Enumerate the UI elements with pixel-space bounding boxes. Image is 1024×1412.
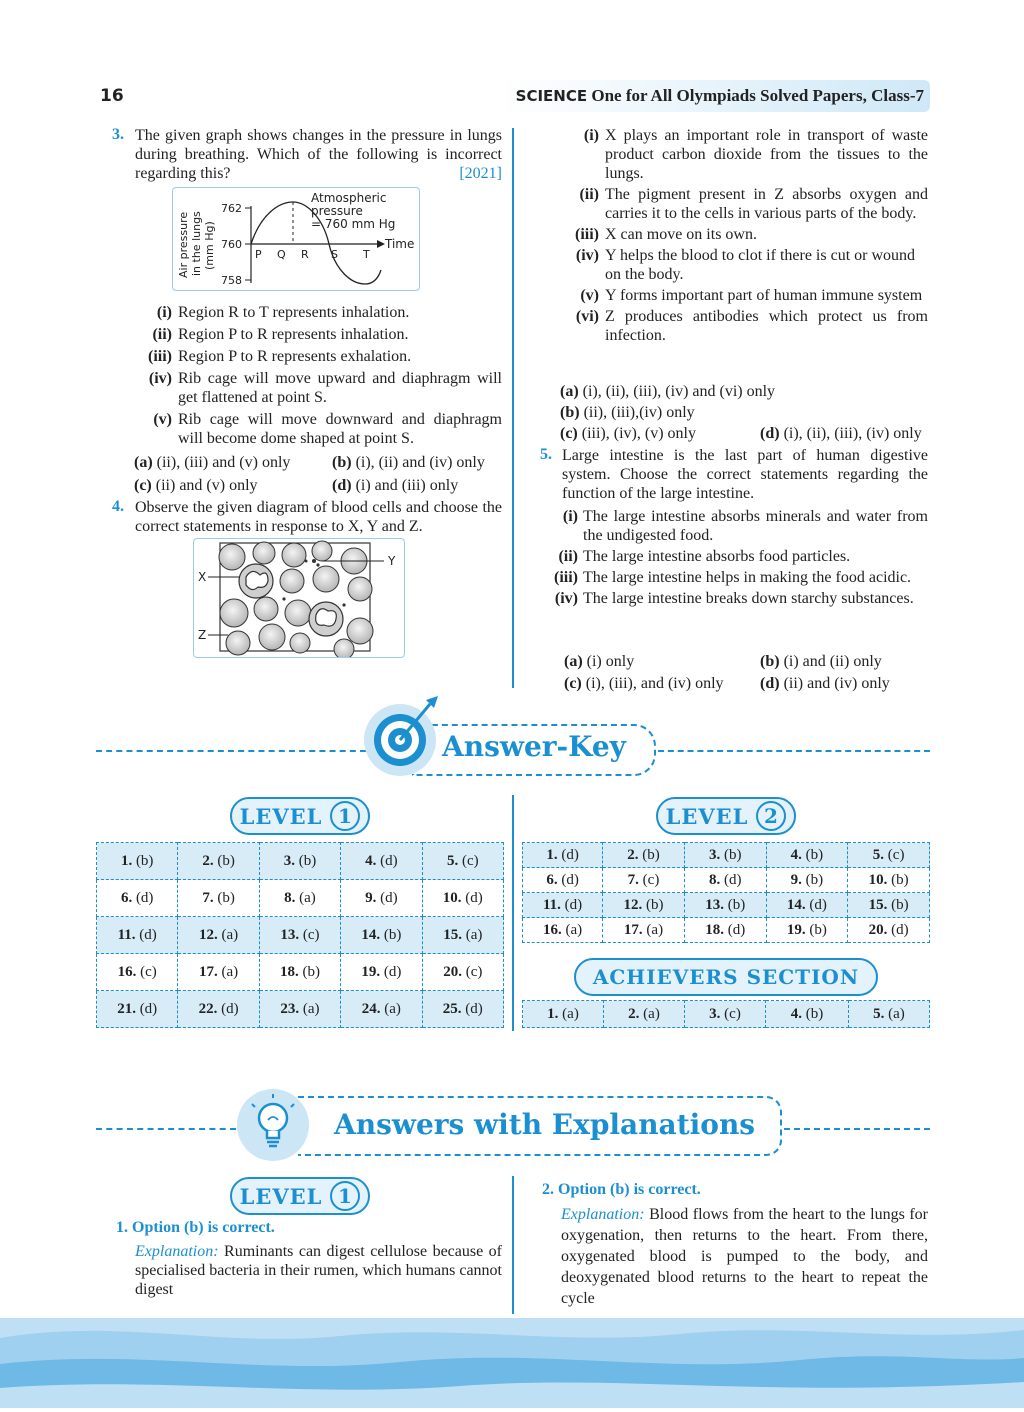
- statement-text: Y helps the blood to clot if there is cut or wound on the body.: [605, 247, 916, 283]
- level-label: LEVEL: [239, 803, 323, 829]
- statement-roman: (iv): [148, 370, 172, 387]
- statement-roman: (iii): [554, 569, 578, 586]
- target-icon: [360, 696, 440, 778]
- explanations-rule-left: [96, 1128, 236, 1130]
- option-d[interactable]: (d) (i), (ii), (iii), (iv) only: [760, 425, 922, 442]
- answer-cell: 11. (d): [97, 917, 178, 954]
- answer-cell: 5. (c): [422, 843, 503, 880]
- answer-cell: 16. (a): [523, 918, 603, 943]
- graph-ylabel: Air pressure in the lungs (mm Hg): [177, 211, 216, 278]
- answer-key-rule-right: [658, 750, 930, 752]
- label-y: Y: [388, 554, 396, 568]
- answer-cell: 21. (d): [97, 991, 178, 1028]
- answer-cell: 14. (d): [766, 893, 848, 918]
- graph-annotation: Atmospheric pressure = 760 mm Hg: [311, 191, 396, 231]
- column-divider-bottom: [512, 1176, 514, 1314]
- statement-text: Rib cage will move upward and diaphragm will get flattened at point S.: [178, 370, 502, 406]
- level1-answer-table: [96, 842, 504, 1028]
- answer-row: [97, 917, 504, 954]
- explanation-text: Blood flows from the heart to the lungs for oxygenation, then returns to the heart. From there, oxygenated blood is pumped to the body, and deoxygenated blood returns to the heart to repeat the cycle: [561, 1206, 929, 1307]
- explanation-1: [116, 1218, 502, 1299]
- answer-cell: 24. (a): [341, 991, 422, 1028]
- answer-key-title: Answer-Key: [442, 730, 626, 763]
- statement-text: Rib cage will move downward and diaphragm will become dome shaped at point S.: [178, 411, 502, 447]
- blood-cells-svg: [194, 539, 404, 657]
- level-number: 2: [756, 801, 786, 831]
- level-number: 1: [330, 1181, 360, 1211]
- question-3: [112, 126, 502, 183]
- explanation-label: Explanation:: [561, 1206, 645, 1223]
- q3-statements: [134, 303, 502, 451]
- explanation-text: Ruminants can digest cellulose because of specialised bacteria in their rumen, which humans cannot digest: [135, 1243, 502, 1298]
- answer-cell: 2. (a): [604, 1001, 685, 1028]
- running-header: [516, 86, 924, 106]
- option-c[interactable]: (c) (ii) and (v) only: [134, 477, 258, 494]
- answer-cell: 9. (b): [766, 868, 848, 893]
- statement-roman: (iv): [575, 247, 599, 264]
- answer-cell: 16. (c): [97, 954, 178, 991]
- answer-cell: 1. (d): [523, 843, 603, 868]
- answer-cell: 14. (b): [341, 917, 422, 954]
- column-divider-middle: [512, 795, 514, 1031]
- answer-cell: 13. (c): [259, 917, 340, 954]
- statement-text: Y forms important part of human immune system: [605, 287, 923, 304]
- answer-cell: 6. (d): [523, 868, 603, 893]
- question-number: 4.: [112, 498, 124, 515]
- answer-cell: 1. (a): [523, 1001, 604, 1028]
- answer-cell: 19. (b): [766, 918, 848, 943]
- answer-cell: 10. (b): [848, 868, 930, 893]
- option-b[interactable]: (b) (i) and (ii) only: [760, 653, 882, 670]
- footer-waves: [0, 1318, 1024, 1408]
- q5-statements: [540, 507, 928, 610]
- answer-cell: 18. (b): [259, 954, 340, 991]
- explanation-heading: 1. Option (b) is correct.: [116, 1219, 275, 1236]
- answer-row: [523, 1001, 930, 1028]
- answer-cell: 5. (c): [848, 843, 930, 868]
- answer-cell: 11. (d): [523, 893, 603, 918]
- option-b[interactable]: (b) (ii), (iii),(iv) only: [560, 404, 695, 421]
- statement-roman: (iv): [554, 590, 578, 607]
- answer-cell: 19. (d): [341, 954, 422, 991]
- answer-cell: 3. (c): [685, 1001, 766, 1028]
- answer-cell: 6. (d): [97, 880, 178, 917]
- blood-cells-diagram: [193, 538, 405, 658]
- point-p: P: [255, 248, 262, 261]
- explanation-2: [542, 1180, 928, 1309]
- tick-760: 760: [221, 238, 242, 251]
- tick-762: 762: [221, 202, 242, 215]
- column-divider-top: [512, 128, 514, 688]
- achievers-pill: ACHIEVERS SECTION: [574, 958, 878, 996]
- statement-text: The pigment present in Z absorbs oxygen and carries it to the cells in various parts of the body.: [605, 186, 928, 222]
- statement-text: Region P to R represents inhalation.: [178, 326, 409, 343]
- achievers-answer-table: [522, 1000, 930, 1028]
- statement-roman: (v): [580, 287, 599, 304]
- explanations-level1-pill: [230, 1177, 370, 1215]
- statement-roman: (v): [153, 411, 172, 428]
- header-book-title: One for All Olympiads Solved Papers, Class-7: [591, 86, 924, 105]
- answer-cell: 3. (b): [259, 843, 340, 880]
- statement-roman: (iii): [148, 348, 172, 365]
- question-text: The given graph shows changes in the pressure in lungs during breathing. Which of the following is incorrect regarding this?: [135, 127, 502, 182]
- explanation-heading: 2. Option (b) is correct.: [542, 1181, 701, 1198]
- level-number: 1: [330, 801, 360, 831]
- explanation-label: Explanation:: [135, 1243, 219, 1260]
- answer-cell: 25. (d): [422, 991, 503, 1028]
- lightbulb-icon: [236, 1088, 310, 1162]
- answer-cell: 4. (b): [766, 843, 848, 868]
- answer-cell: 13. (b): [684, 893, 766, 918]
- option-a[interactable]: (a) (ii), (iii) and (v) only: [134, 454, 291, 471]
- option-a[interactable]: (a) (i) only: [564, 653, 635, 670]
- answer-row: [97, 991, 504, 1028]
- answer-cell: 22. (d): [178, 991, 259, 1028]
- q3-options: [134, 453, 514, 499]
- statement-roman: (ii): [558, 548, 578, 565]
- statement-text: The large intestine helps in making the food acidic.: [583, 569, 912, 586]
- answer-row: [523, 868, 930, 893]
- answer-cell: 15. (b): [848, 893, 930, 918]
- answer-cell: 9. (d): [341, 880, 422, 917]
- page-number: 16: [100, 86, 124, 106]
- statement-roman: (ii): [579, 186, 599, 203]
- question-number: 3.: [112, 126, 124, 143]
- answer-cell: 12. (b): [603, 893, 685, 918]
- statement-text: The large intestine breaks down starchy substances.: [583, 590, 914, 607]
- header-subject: SCIENCE: [515, 87, 588, 105]
- answer-cell: 12. (a): [178, 917, 259, 954]
- level2-pill: [656, 797, 796, 835]
- point-q: Q: [277, 248, 286, 261]
- statement-roman: (vi): [575, 308, 599, 325]
- statement-text: X can move on its own.: [605, 226, 757, 243]
- question-number: 5.: [540, 446, 552, 463]
- statement-roman: (i): [562, 508, 578, 525]
- level2-answer-table: [522, 842, 930, 943]
- level-label: LEVEL: [239, 1183, 323, 1209]
- statement-roman: (ii): [152, 326, 172, 343]
- answer-cell: 7. (b): [178, 880, 259, 917]
- option-d[interactable]: (d) (i) and (iii) only: [332, 477, 459, 494]
- answer-cell: 3. (b): [684, 843, 766, 868]
- answer-key-rule-left: [96, 750, 366, 752]
- answer-row: [97, 880, 504, 917]
- level1-pill: [230, 797, 370, 835]
- pressure-graph-svg: [173, 188, 419, 290]
- question-5: [540, 446, 928, 503]
- q4-options: [560, 382, 940, 445]
- graph-xlabel: Time: [385, 237, 415, 251]
- answer-row: [97, 843, 504, 880]
- statement-roman: (i): [583, 127, 599, 144]
- answer-cell: 4. (b): [766, 1001, 849, 1028]
- option-d[interactable]: (d) (ii) and (iv) only: [760, 675, 890, 692]
- answer-cell: 7. (c): [603, 868, 685, 893]
- statement-text: X plays an important role in transport of waste product carbon dioxide from the tissues to the lungs.: [605, 127, 928, 182]
- q5-options: [564, 652, 934, 696]
- answer-cell: 4. (d): [341, 843, 422, 880]
- point-r: R: [301, 248, 309, 261]
- explanations-title: Answers with Explanations: [334, 1108, 756, 1141]
- answer-cell: 15. (a): [422, 917, 503, 954]
- answer-cell: 8. (a): [259, 880, 340, 917]
- statement-text: The large intestine absorbs minerals and water from the undigested food.: [583, 508, 928, 544]
- statement-text: The large intestine absorbs food particles.: [583, 548, 851, 565]
- option-b[interactable]: (b) (i), (ii) and (iv) only: [332, 454, 485, 471]
- statement-text: Region P to R represents exhalation.: [178, 348, 412, 365]
- answer-row: [523, 843, 930, 868]
- answer-cell: 2. (b): [603, 843, 685, 868]
- q4-statements: [560, 126, 928, 347]
- answer-cell: 17. (a): [178, 954, 259, 991]
- answer-cell: 23. (a): [259, 991, 340, 1028]
- answer-cell: 8. (d): [684, 868, 766, 893]
- statement-text: Region R to T represents inhalation.: [178, 304, 410, 321]
- answer-cell: 20. (c): [422, 954, 503, 991]
- question-text: Large intestine is the last part of human digestive system. Choose the correct statements regarding the function of the large intestine.: [562, 447, 928, 502]
- pressure-graph: [172, 187, 420, 291]
- answer-cell: 20. (d): [848, 918, 930, 943]
- option-c[interactable]: (c) (i), (iii), and (iv) only: [564, 675, 724, 692]
- statement-text: Z produces antibodies which protect us from infection.: [605, 308, 928, 344]
- option-a[interactable]: (a) (i), (ii), (iii), (iv) and (vi) only: [560, 383, 776, 400]
- answer-row: [523, 893, 930, 918]
- answer-row: [523, 918, 930, 943]
- statement-roman: (iii): [575, 226, 599, 243]
- answer-cell: 17. (a): [603, 918, 685, 943]
- answer-cell: 2. (b): [178, 843, 259, 880]
- label-x: X: [198, 570, 207, 584]
- point-s: S: [331, 248, 338, 261]
- answer-cell: 1. (b): [97, 843, 178, 880]
- answer-cell: 5. (a): [848, 1001, 929, 1028]
- answer-row: [97, 954, 504, 991]
- tick-758: 758: [221, 274, 242, 287]
- answer-cell: 10. (d): [422, 880, 503, 917]
- label-z: Z: [198, 628, 207, 642]
- level-label: LEVEL: [665, 803, 749, 829]
- question-year: [2021]: [459, 165, 502, 182]
- question-4: [112, 498, 502, 536]
- statement-roman: (i): [156, 304, 172, 321]
- explanations-rule-right: [784, 1128, 930, 1130]
- point-t: T: [363, 248, 370, 261]
- answer-cell: 18. (d): [684, 918, 766, 943]
- option-c[interactable]: (c) (iii), (iv), (v) only: [560, 425, 696, 442]
- question-text: Observe the given diagram of blood cells and choose the correct statements in response to X, Y and Z.: [135, 499, 502, 535]
